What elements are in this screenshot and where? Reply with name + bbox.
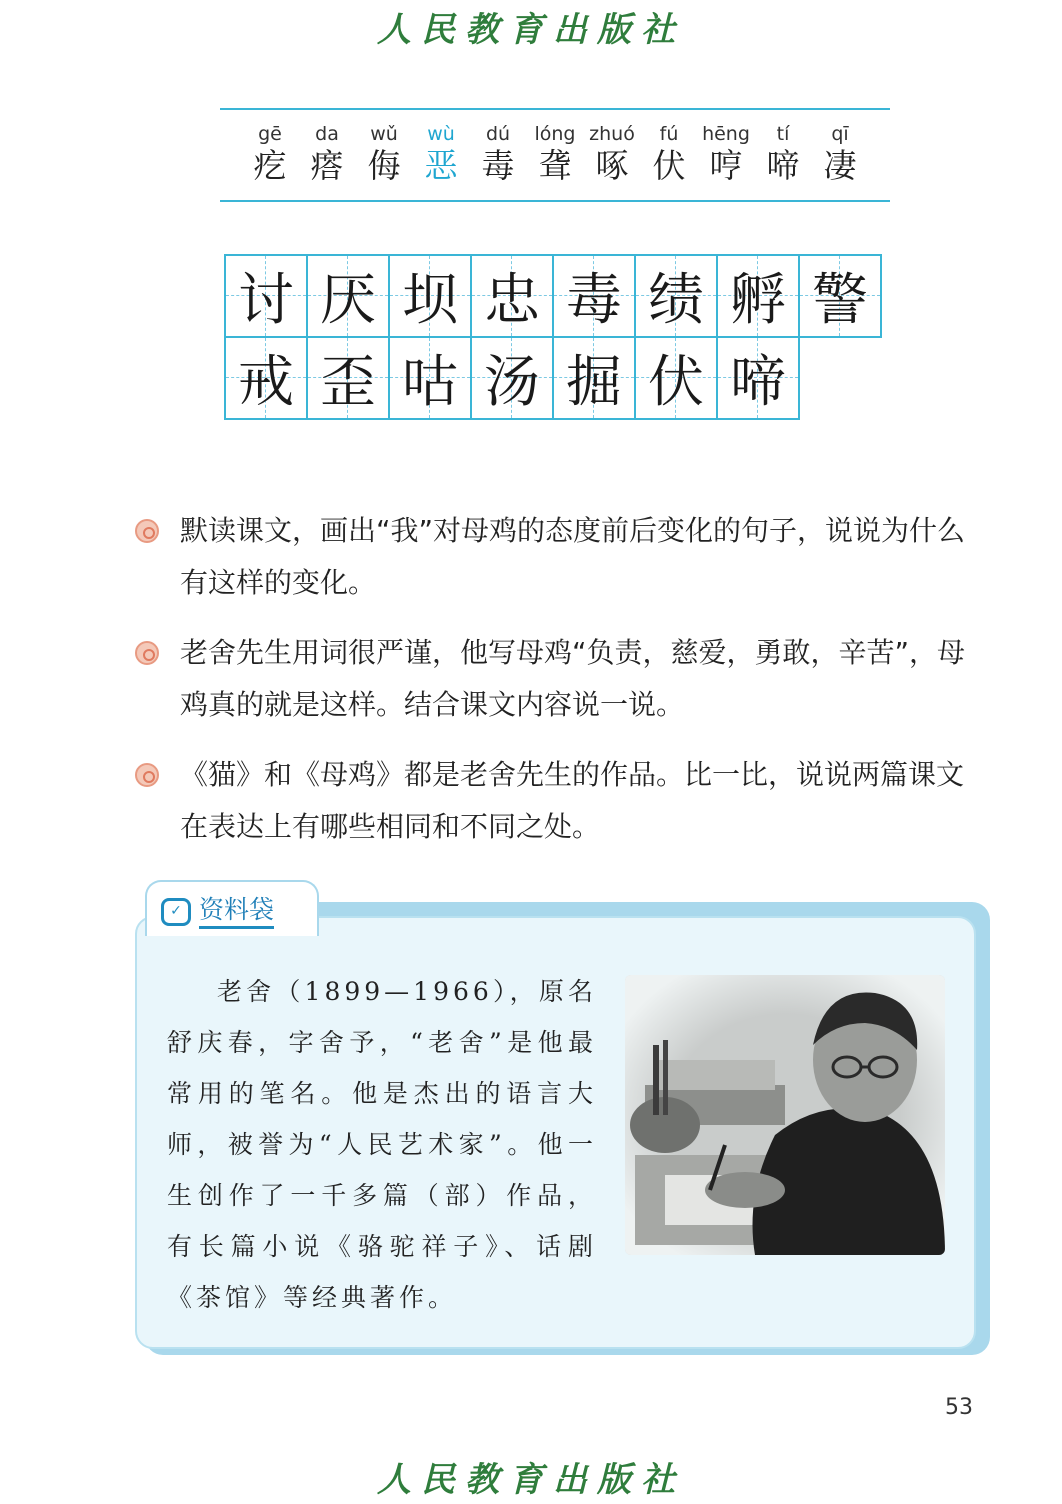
grid-character: 伏 xyxy=(648,350,704,415)
grid-character: 毒 xyxy=(566,268,622,333)
writing-grid-row-2 xyxy=(226,338,882,420)
pinyin-text: fú xyxy=(659,123,679,145)
pinyin-word xyxy=(413,110,470,200)
writing-grid-cell xyxy=(634,336,718,420)
grid-character: 歪 xyxy=(320,350,376,415)
publisher-logo-top: 人民教育出版社 xyxy=(377,10,685,50)
grid-character: 啼 xyxy=(730,350,786,415)
hanzi-char: 聋 xyxy=(538,146,572,185)
pinyin-text: tí xyxy=(776,123,790,145)
notebook-icon: ✓ xyxy=(161,898,191,926)
hanzi-char: 侮 xyxy=(367,146,401,185)
grid-character: 警 xyxy=(812,268,868,333)
writing-grid-cell xyxy=(224,336,308,420)
grid-character: 厌 xyxy=(320,268,376,333)
hanzi-char: 疙 xyxy=(253,146,287,185)
pinyin-text: hēng xyxy=(702,123,750,145)
writing-grid-row-1 xyxy=(226,256,882,338)
pinyin-word xyxy=(584,110,641,200)
hanzi-char: 哼 xyxy=(709,146,743,185)
question-item xyxy=(135,505,985,609)
pinyin-word xyxy=(470,110,527,200)
hanzi-char: 凄 xyxy=(823,146,857,185)
writing-grid-cell xyxy=(306,254,390,338)
pinyin-word xyxy=(527,110,584,200)
pinyin-text: da xyxy=(315,123,339,145)
writing-grid-cell xyxy=(306,336,390,420)
grid-character: 忠 xyxy=(484,268,540,333)
info-box-tab xyxy=(145,880,319,936)
writing-grid-cell xyxy=(798,254,882,338)
grid-character: 讨 xyxy=(238,268,294,333)
grid-character: 掘 xyxy=(566,350,622,415)
pinyin-text: wù xyxy=(427,123,455,145)
info-box-text xyxy=(167,966,597,1323)
writing-grid-cell xyxy=(470,254,554,338)
publisher-logo-bottom: 人民教育出版社 xyxy=(377,1460,685,1500)
pinyin-word xyxy=(356,110,413,200)
page-number: 53 xyxy=(945,1395,973,1420)
grid-character: 孵 xyxy=(730,268,786,333)
hanzi-char: 恶 xyxy=(424,146,458,185)
pinyin-text: dú xyxy=(485,123,511,145)
pinyin-text: qī xyxy=(831,123,849,145)
pinyin-word xyxy=(698,110,755,200)
writing-grid-cell xyxy=(470,336,554,420)
pinyin-word xyxy=(641,110,698,200)
writing-grid-cell xyxy=(224,254,308,338)
question-text: 默读课文，画出“我”对母鸡的态度前后变化的句子，说说为什么有这样的变化。 xyxy=(180,514,966,599)
hanzi-char: 伏 xyxy=(652,146,686,185)
hanzi-char: 瘩 xyxy=(310,146,344,185)
pinyin-text: gē xyxy=(258,123,282,145)
info-paragraph: 老舍（1899—1966），原名舒庆春，字舍予，“老舍”是他最常用的笔名。他是杰出的语言大师，被誉为“人民艺术家”。他一生创作了一千多篇（部）作品，有长篇小说《骆驼祥子》、话剧《茶馆》等经典著作。 xyxy=(167,977,597,1312)
writing-grid-cell xyxy=(716,254,800,338)
pinyin-word xyxy=(755,110,812,200)
writing-grid-cell xyxy=(388,254,472,338)
writing-grid-cell xyxy=(634,254,718,338)
pinyin-word-strip xyxy=(220,108,890,202)
grid-character: 咕 xyxy=(402,350,458,415)
info-box-title: 资料袋 xyxy=(199,894,274,929)
pinyin-word xyxy=(242,110,299,200)
question-text: 《猫》和《母鸡》都是老舍先生的作品。比一比，说说两篇课文在表达上有哪些相同和不同之处。 xyxy=(180,758,965,843)
grid-character: 绩 xyxy=(648,268,704,333)
pinyin-word xyxy=(299,110,356,200)
portrait-illustration xyxy=(625,975,945,1255)
grid-character: 坝 xyxy=(402,268,458,333)
hanzi-char: 啼 xyxy=(766,146,800,185)
bullet-icon xyxy=(135,519,159,543)
pinyin-text: zhuó xyxy=(589,123,635,145)
hanzi-char: 啄 xyxy=(595,146,629,185)
question-list xyxy=(135,505,985,871)
question-item xyxy=(135,749,985,853)
grid-character: 戒 xyxy=(238,350,294,415)
pinyin-word xyxy=(812,110,869,200)
question-item xyxy=(135,627,985,731)
writing-grid xyxy=(226,256,882,420)
question-text: 老舍先生用词很严谨，他写母鸡“负责，慈爱，勇敢，辛苦”，母鸡真的就是这样。结合课文内容说一说。 xyxy=(180,636,966,721)
info-box xyxy=(135,880,990,1355)
bullet-icon xyxy=(135,763,159,787)
bullet-icon xyxy=(135,641,159,665)
pinyin-text: lóng xyxy=(534,123,576,145)
grid-character: 汤 xyxy=(484,350,540,415)
pinyin-text: wǔ xyxy=(370,123,398,145)
writing-grid-cell xyxy=(388,336,472,420)
writing-grid-cell xyxy=(716,336,800,420)
hanzi-char: 毒 xyxy=(481,146,515,185)
writing-grid-cell xyxy=(552,336,636,420)
writing-grid-cell xyxy=(552,254,636,338)
author-portrait-photo xyxy=(625,975,945,1255)
